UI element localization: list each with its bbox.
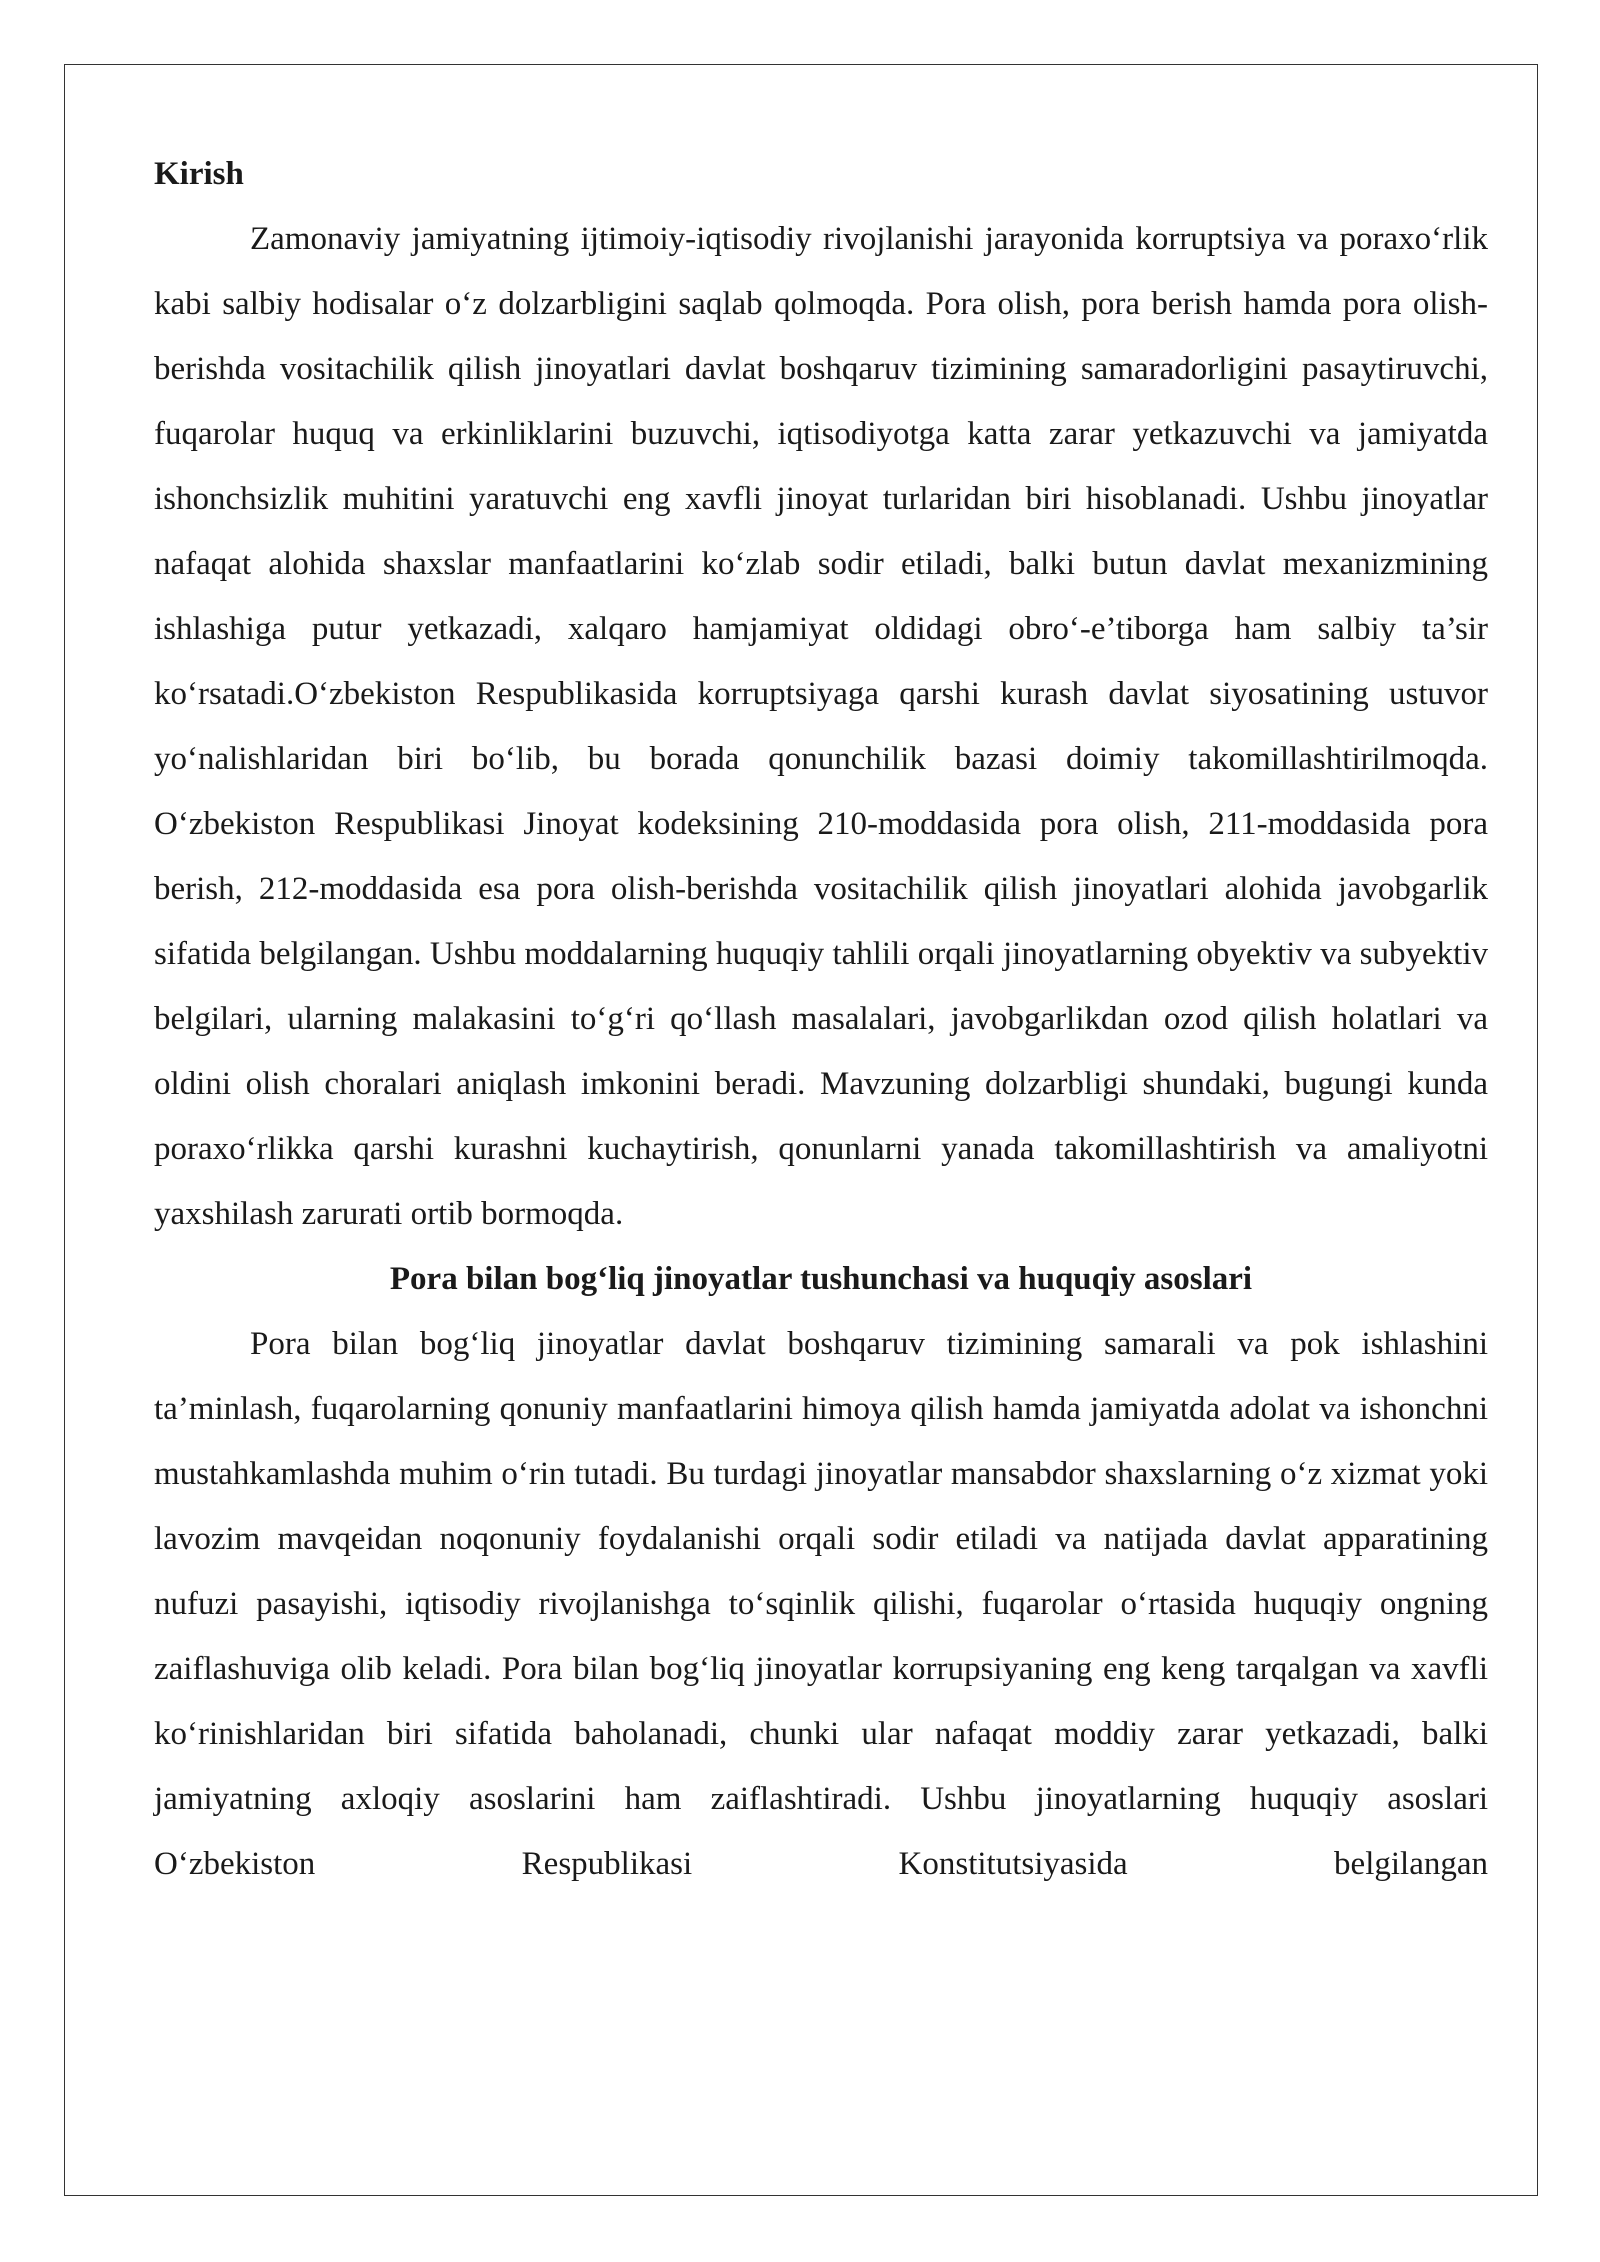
section-paragraph: Pora bilan bog‘liq jinoyatlar davlat boshqaruv tizimining samarali va pok ishlashini ta’minlash, fuqarolarning qonuniy manfaatlarini himoya qilish hamda jamiyatda adolat va ishonchni mustahkamlashda muhim o‘rin tutadi. Bu turdagi jinoyatlar mansabdor shaxslarning o‘z xizmat yoki lavozim mavqeidan noqonuniy foydalanishi orqali sodir etiladi va natijada davlat apparatining nufuzi pasayishi, iqtisodiy rivojlanishga to‘sqinlik qilishi, fuqarolar o‘rtasida huquqiy ongning zaiflashuviga olib keladi. Pora bilan bog‘liq jinoyatlar korrupsiyaning eng keng tarqalgan va xavfli ko‘rinishlaridan biri sifatida baholanadi, chunki ular nafaqat moddiy zarar yetkazadi, balki jamiyatning axloqiy asoslarini ham zaiflashtiradi. Ushbu jinoyatlarning huquqiy asoslari O‘zbekiston Respublikasi Konstitutsiyasida belgilangan xyxy=(154,1326,1488,1882)
intro-heading: Kirish xyxy=(154,156,244,192)
intro-paragraph: Zamonaviy jamiyatning ijtimoiy-iqtisodiy rivojlanishi jarayonida korruptsiya va poraxo‘rlik kabi salbiy hodisalar o‘z dolzarbligini saqlab qolmoqda. Pora olish, pora berish hamda pora olish-berishda vositachilik qilish jinoyatlari davlat boshqaruv tizimining samaradorligini pasaytiruvchi, fuqarolar huquq va erkinliklarini buzuvchi, iqtisodiyotga katta zarar yetkazuvchi va jamiyatda ishonchsizlik muhitini yaratuvchi eng xavfli jinoyat turlaridan biri hisoblanadi. Ushbu jinoyatlar nafaqat alohida shaxslar manfaatlarini ko‘zlab sodir etiladi, balki butun davlat mexanizmining ishlashiga putur yetkazadi, xalqaro hamjamiyat oldidagi obro‘-e’tiborga ham salbiy ta’sir ko‘rsatadi.O‘zbekiston Respublikasida korruptsiyaga qarshi kurash davlat siyosatining ustuvor yo‘nalishlaridan biri bo‘lib, bu borada qonunchilik bazasi doimiy takomillashtirilmoqda. O‘zbekiston Respublikasi Jinoyat kodeksining 210-moddasida pora olish, 211-moddasida pora berish, 212-moddasida esa pora olish-berishda vositachilik qilish jinoyatlari alohida javobgarlik sifatida belgilangan. Ushbu moddalarning huquqiy tahlili orqali jinoyatlarning obyektiv va subyektiv belgilari, ularning malakasini to‘g‘ri qo‘llash masalalari, javobgarlikdan ozod qilish holatlari va oldini olish choralari aniqlash imkonini beradi. Mavzuning dolzarbligi shundaki, bugungi kunda poraxo‘rlikka qarshi kurashni kuchaytirish, qonunlarni yanada takomillashtirish va amaliyotni yaxshilash zarurati ortib bormoqda. xyxy=(154,221,1488,1232)
section-heading: Pora bilan bog‘liq jinoyatlar tushunchasi va huquqiy asoslari xyxy=(389,1261,1253,1297)
document-body xyxy=(154,142,1488,1897)
